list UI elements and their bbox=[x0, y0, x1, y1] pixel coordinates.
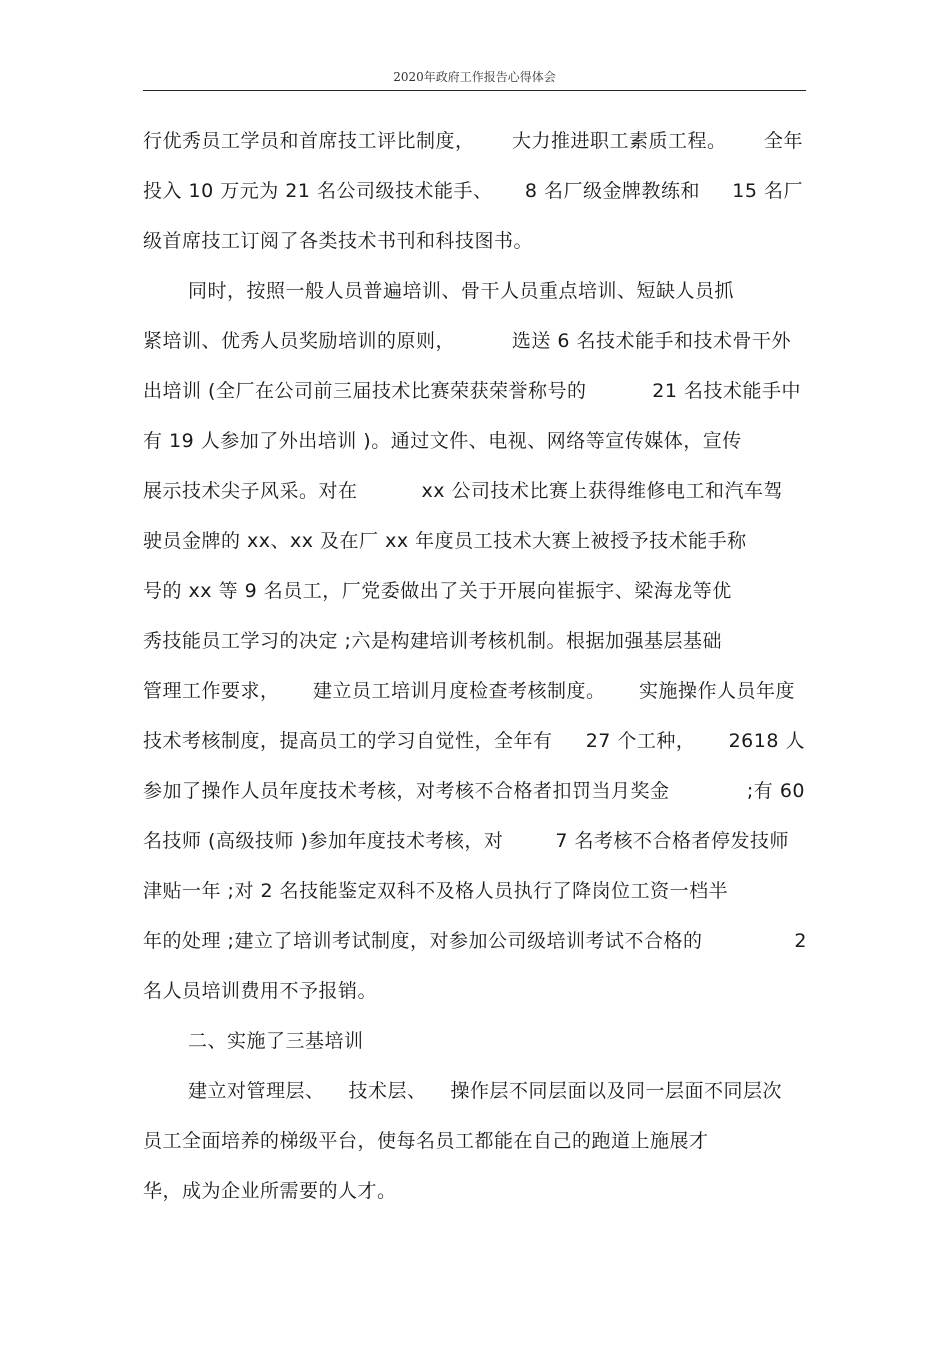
text-segment: 操作层不同层面以及同一层面不同层次 bbox=[450, 1080, 782, 1102]
text-line bbox=[143, 616, 808, 666]
text-segment: 投入 10 万元为 21 名公司级技术能手、 bbox=[143, 180, 493, 202]
text-line bbox=[143, 1116, 808, 1166]
text-segment: 2618 人 bbox=[728, 730, 805, 752]
text-segment: 秀技能员工学习的决定 ;六是构建培训考核机制。根据加强基层基础 bbox=[143, 630, 722, 652]
running-header: 2020年政府工作报告心得体会 bbox=[393, 70, 556, 84]
text-segment: 实施操作人员年度 bbox=[638, 680, 795, 702]
text-segment: 参加了操作人员年度技术考核，对考核不合格者扣罚当月奖金 bbox=[143, 780, 670, 802]
text-segment: 技术层、 bbox=[348, 1080, 427, 1102]
text-line bbox=[143, 216, 808, 266]
text-segment: 华，成为企业所需要的人才。 bbox=[143, 1180, 397, 1202]
text-segment: 8 名厂级金牌教练和 bbox=[524, 180, 700, 202]
text-segment: 年的处理 ;建立了培训考试制度，对参加公司级培训考试不合格的 bbox=[143, 930, 703, 952]
text-line bbox=[143, 766, 805, 816]
text-line bbox=[143, 566, 808, 616]
text-line bbox=[143, 666, 795, 716]
text-line bbox=[143, 516, 808, 566]
text-segment: 21 名技术能手中 bbox=[652, 380, 801, 402]
text-segment: 7 名考核不合格者停发技师 bbox=[555, 830, 789, 852]
text-segment: 2 bbox=[794, 930, 807, 952]
text-segment: 紧培训、优秀人员奖励培训的原则， bbox=[143, 330, 456, 352]
text-segment: 行优秀员工学员和首席技工评比制度， bbox=[143, 130, 475, 152]
text-line bbox=[143, 416, 808, 466]
text-segment: 驶员金牌的 xx、xx 及在厂 xx 年度员工技术大赛上被授予技术能手称 bbox=[143, 530, 747, 552]
text-segment: 名人员培训费用不予报销。 bbox=[143, 980, 378, 1002]
paragraph-start-line bbox=[143, 266, 808, 316]
text-line bbox=[143, 116, 803, 166]
text-segment: 管理工作要求， bbox=[143, 680, 280, 702]
text-segment: 15 名厂 bbox=[732, 180, 803, 202]
text-line bbox=[143, 966, 808, 1016]
text-line bbox=[143, 1166, 808, 1216]
text-segment: xx 公司技术比赛上获得维修电工和汽车驾 bbox=[421, 480, 783, 502]
text-segment: 津贴一年 ;对 2 名技能鉴定双科不及格人员执行了降岗位工资一档半 bbox=[143, 880, 729, 902]
section-heading bbox=[143, 1016, 808, 1066]
text-segment: 大力推进职工素质工程。 bbox=[511, 130, 727, 152]
text-segment: 级首席技工订阅了各类技术书刊和科技图书。 bbox=[143, 230, 534, 252]
text-line bbox=[143, 816, 789, 866]
text-segment: 全年 bbox=[763, 130, 803, 152]
text-segment: 二、实施了三基培训 bbox=[188, 1030, 364, 1052]
text-line bbox=[143, 366, 801, 416]
text-line bbox=[143, 466, 783, 516]
text-segment: 选送 6 名技术能手和技术骨干外 bbox=[511, 330, 791, 352]
text-segment: 建立员工培训月度检查考核制度。 bbox=[312, 680, 606, 702]
text-line bbox=[143, 716, 805, 766]
header-rule bbox=[143, 90, 806, 91]
text-segment: 建立对管理层、 bbox=[188, 1080, 325, 1102]
text-segment: 号的 xx 等 9 名员工，厂党委做出了关于开展向崔振宇、梁海龙等优 bbox=[143, 580, 732, 602]
text-line bbox=[143, 866, 808, 916]
paragraph-start-line bbox=[143, 1066, 782, 1116]
text-line bbox=[143, 166, 803, 216]
text-segment: 有 19 人参加了外出培训 )。通过文件、电视、网络等宣传媒体，宣传 bbox=[143, 430, 742, 452]
text-line bbox=[143, 916, 807, 966]
text-segment: 技术考核制度，提高员工的学习自觉性，全年有 bbox=[143, 730, 553, 752]
text-line bbox=[143, 316, 791, 366]
text-segment: 名技师 (高级技师 )参加年度技术考核，对 bbox=[143, 830, 504, 852]
text-segment: 员工全面培养的梯级平台，使每名员工都能在自己的跑道上施展才 bbox=[143, 1130, 709, 1152]
text-segment: 同时，按照一般人员普遍培训、骨干人员重点培训、短缺人员抓 bbox=[188, 280, 735, 302]
body-text bbox=[143, 116, 808, 1216]
text-segment: 出培训 (全厂在公司前三届技术比赛荣获荣誉称号的 bbox=[143, 380, 587, 402]
text-segment: 展示技术尖子风采。对在 bbox=[143, 480, 358, 502]
text-segment: 27 个工种， bbox=[585, 730, 696, 752]
text-segment: ;有 60 bbox=[746, 780, 805, 802]
